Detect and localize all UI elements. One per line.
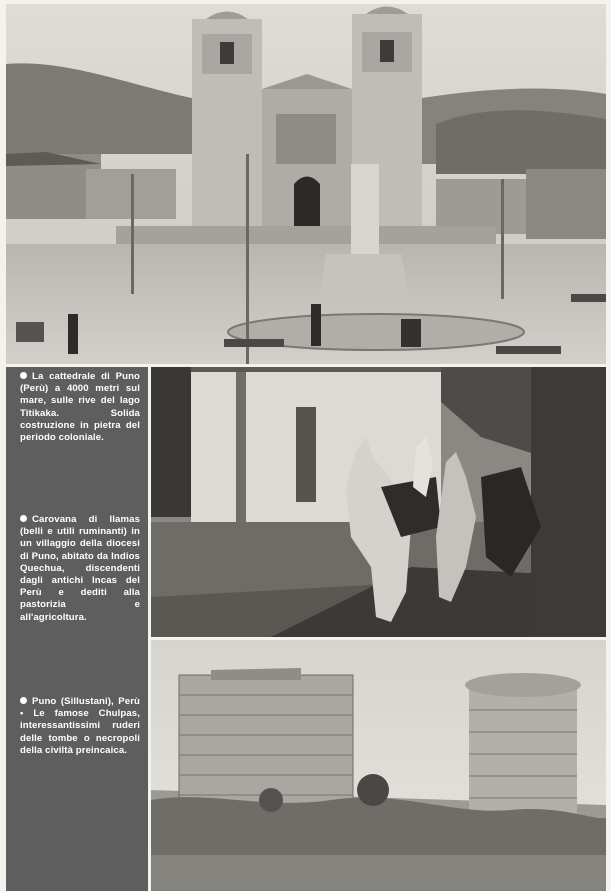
caption-text: Puno (Sillustani), Perù • Le famose Chulpas, interessantissimi ruderi delle tombe o necropoli della civiltà preincaica. bbox=[20, 696, 140, 756]
caption-text: La cattedrale di Puno (Perù) a 4000 metri sul mare, sulle rive del lago Titikaka. Solida costruzione in pietra del periodo coloniale. bbox=[20, 371, 140, 444]
caption-text: Carovana di llamas (belli e utili ruminanti) in un villaggio della diocesi di Puno, abitato da Indios Quechua, discendenti dagli antichi Incas del Perù e dediti alla pastorizia e all'agricoltura. bbox=[20, 514, 140, 623]
llamas-photo bbox=[151, 367, 606, 637]
caption-panel bbox=[6, 367, 148, 891]
llamas-illustration bbox=[151, 367, 606, 637]
chulpas-photo bbox=[151, 640, 606, 891]
bullet-icon bbox=[20, 372, 27, 379]
caption-llamas bbox=[20, 514, 140, 624]
cathedral-photo bbox=[6, 4, 606, 364]
cathedral-illustration bbox=[6, 4, 606, 364]
bullet-icon bbox=[20, 697, 27, 704]
chulpas-illustration bbox=[151, 640, 606, 891]
caption-chulpas bbox=[20, 696, 140, 757]
bullet-icon bbox=[20, 515, 27, 522]
caption-cathedral bbox=[20, 371, 140, 444]
